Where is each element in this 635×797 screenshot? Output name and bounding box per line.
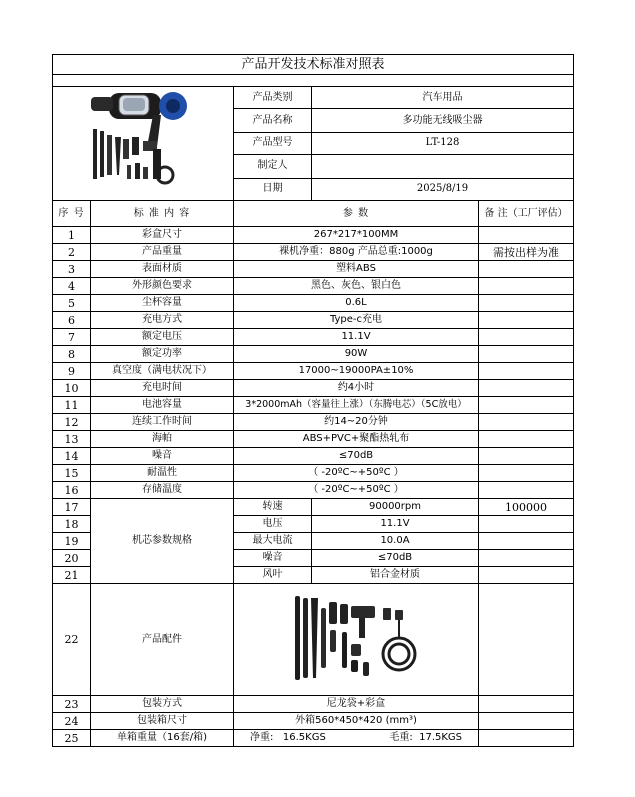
row-remark bbox=[479, 465, 574, 482]
row-value: （ -20ºC~+50ºC ） bbox=[234, 465, 479, 482]
info-value bbox=[312, 155, 574, 178]
row-number: 16 bbox=[53, 482, 91, 499]
blank-row bbox=[53, 75, 574, 87]
row-remark bbox=[479, 312, 574, 329]
info-value: 多功能无线吸尘器 bbox=[312, 109, 574, 132]
row-remark bbox=[479, 431, 574, 448]
row-number: 5 bbox=[53, 295, 91, 312]
row-remark bbox=[479, 730, 574, 747]
row-number: 7 bbox=[53, 329, 91, 346]
row-remark: 100000 bbox=[479, 499, 574, 516]
info-value: 2025/8/19 bbox=[312, 178, 574, 200]
row-number: 14 bbox=[53, 448, 91, 465]
row-value: 尼龙袋+彩盒 bbox=[234, 696, 479, 713]
row-number: 25 bbox=[53, 730, 91, 747]
row-remark bbox=[479, 482, 574, 499]
row-item: 彩盒尺寸 bbox=[91, 227, 234, 244]
row-number: 2 bbox=[53, 244, 91, 261]
product-photo-cell bbox=[53, 87, 234, 201]
row-remark bbox=[479, 448, 574, 465]
row-remark bbox=[479, 329, 574, 346]
info-label: 产品类别 bbox=[234, 87, 312, 109]
row-value: 约14~20分钟 bbox=[234, 414, 479, 431]
row-number: 22 bbox=[53, 584, 91, 696]
row-value: 0.6L bbox=[234, 295, 479, 312]
row-item: 外形颜色要求 bbox=[91, 278, 234, 295]
info-label: 产品型号 bbox=[234, 132, 312, 154]
row-item: 表面材质 bbox=[91, 261, 234, 278]
row-number: 23 bbox=[53, 696, 91, 713]
header-standard: 标 准 内 容 bbox=[91, 201, 234, 227]
motor-param-name: 转速 bbox=[234, 499, 312, 516]
row-remark bbox=[479, 713, 574, 730]
motor-param-value: ≤70dB bbox=[312, 550, 479, 567]
row-value: ABS+PVC+聚酯热轧布 bbox=[234, 431, 479, 448]
row-remark bbox=[479, 278, 574, 295]
accessories-image bbox=[281, 588, 431, 688]
row-item: 包装箱尺寸 bbox=[91, 713, 234, 730]
row-remark: 需按出样为准 bbox=[479, 244, 574, 261]
row-number: 24 bbox=[53, 713, 91, 730]
motor-param-value: 铝合金材质 bbox=[312, 567, 479, 584]
motor-param-value: 11.1V bbox=[312, 516, 479, 533]
row-value: 17000~19000PA±10% bbox=[234, 363, 479, 380]
motor-param-name: 电压 bbox=[234, 516, 312, 533]
row-value: 267*217*100MM bbox=[234, 227, 479, 244]
row-remark bbox=[479, 696, 574, 713]
row-item: 存储温度 bbox=[91, 482, 234, 499]
row-remark bbox=[479, 414, 574, 431]
row-item: 电池容量 bbox=[91, 397, 234, 414]
row-number: 20 bbox=[53, 550, 91, 567]
info-label: 产品名称 bbox=[234, 109, 312, 132]
motor-param-value: 90000rpm bbox=[312, 499, 479, 516]
row-remark bbox=[479, 363, 574, 380]
row-item: 包装方式 bbox=[91, 696, 234, 713]
row-number: 19 bbox=[53, 533, 91, 550]
row-value: 外箱560*450*420 (mm³) bbox=[234, 713, 479, 730]
row-item: 连续工作时间 bbox=[91, 414, 234, 431]
info-value: LT-128 bbox=[312, 132, 574, 154]
motor-param-value: 10.0A bbox=[312, 533, 479, 550]
row-remark bbox=[479, 346, 574, 363]
row-value: 黑色、灰色、银白色 bbox=[234, 278, 479, 295]
row-item: 充电时间 bbox=[91, 380, 234, 397]
row-number: 21 bbox=[53, 567, 91, 584]
row-item: 充电方式 bbox=[91, 312, 234, 329]
page-title: 产品开发技术标准对照表 bbox=[53, 55, 574, 75]
row-number: 10 bbox=[53, 380, 91, 397]
row-remark bbox=[479, 295, 574, 312]
spec-sheet bbox=[52, 54, 573, 747]
row-remark bbox=[479, 397, 574, 414]
header-params: 参 数 bbox=[234, 201, 479, 227]
header-seq: 序 号 bbox=[53, 201, 91, 227]
row-item: 额定电压 bbox=[91, 329, 234, 346]
row-item: 尘杯容量 bbox=[91, 295, 234, 312]
motor-param-name: 最大电流 bbox=[234, 533, 312, 550]
row-item: 单箱重量（16套/箱) bbox=[91, 730, 234, 747]
row-item: 产品重量 bbox=[91, 244, 234, 261]
row-value: 约4小时 bbox=[234, 380, 479, 397]
row-value: Type-c充电 bbox=[234, 312, 479, 329]
row-remark bbox=[479, 516, 574, 533]
info-label: 日期 bbox=[234, 178, 312, 200]
row-number: 1 bbox=[53, 227, 91, 244]
row-number: 6 bbox=[53, 312, 91, 329]
spec-table bbox=[52, 54, 574, 747]
accessories-image-cell bbox=[234, 584, 479, 696]
row-number: 11 bbox=[53, 397, 91, 414]
row-remark bbox=[479, 567, 574, 584]
row-number: 15 bbox=[53, 465, 91, 482]
row-item: 海帕 bbox=[91, 431, 234, 448]
row-number: 8 bbox=[53, 346, 91, 363]
row-remark bbox=[479, 380, 574, 397]
vacuum-product-image bbox=[83, 87, 203, 197]
row-remark bbox=[479, 261, 574, 278]
row-number: 3 bbox=[53, 261, 91, 278]
row-number: 17 bbox=[53, 499, 91, 516]
info-label: 制定人 bbox=[234, 155, 312, 178]
row-number: 18 bbox=[53, 516, 91, 533]
accessories-label: 产品配件 bbox=[91, 584, 234, 696]
row-number: 13 bbox=[53, 431, 91, 448]
row-remark bbox=[479, 227, 574, 244]
header-remark: 备 注（工厂评估） bbox=[479, 201, 574, 227]
motor-param-name: 风叶 bbox=[234, 567, 312, 584]
row-value: 90W bbox=[234, 346, 479, 363]
row-value: 净重: 16.5KGS 毛重: 17.5KGS bbox=[234, 730, 479, 747]
row-number: 4 bbox=[53, 278, 91, 295]
row-item: 真空度（满电状况下） bbox=[91, 363, 234, 380]
row-value: （ -20ºC~+50ºC ） bbox=[234, 482, 479, 499]
row-remark bbox=[479, 584, 574, 696]
row-item: 耐温性 bbox=[91, 465, 234, 482]
row-value: 塑料ABS bbox=[234, 261, 479, 278]
row-number: 9 bbox=[53, 363, 91, 380]
info-value: 汽车用品 bbox=[312, 87, 574, 109]
motor-param-name: 噪音 bbox=[234, 550, 312, 567]
row-item: 噪音 bbox=[91, 448, 234, 465]
row-item: 额定功率 bbox=[91, 346, 234, 363]
row-value: 裸机净重：880g 产品总重:1000g bbox=[234, 244, 479, 261]
row-value: 3*2000mAh（容量往上涨）（东腾电芯）（5C放电） bbox=[234, 397, 479, 414]
motor-spec-label: 机芯参数规格 bbox=[91, 499, 234, 584]
row-remark bbox=[479, 550, 574, 567]
row-value: 11.1V bbox=[234, 329, 479, 346]
row-remark bbox=[479, 533, 574, 550]
row-value: ≤70dB bbox=[234, 448, 479, 465]
row-number: 12 bbox=[53, 414, 91, 431]
